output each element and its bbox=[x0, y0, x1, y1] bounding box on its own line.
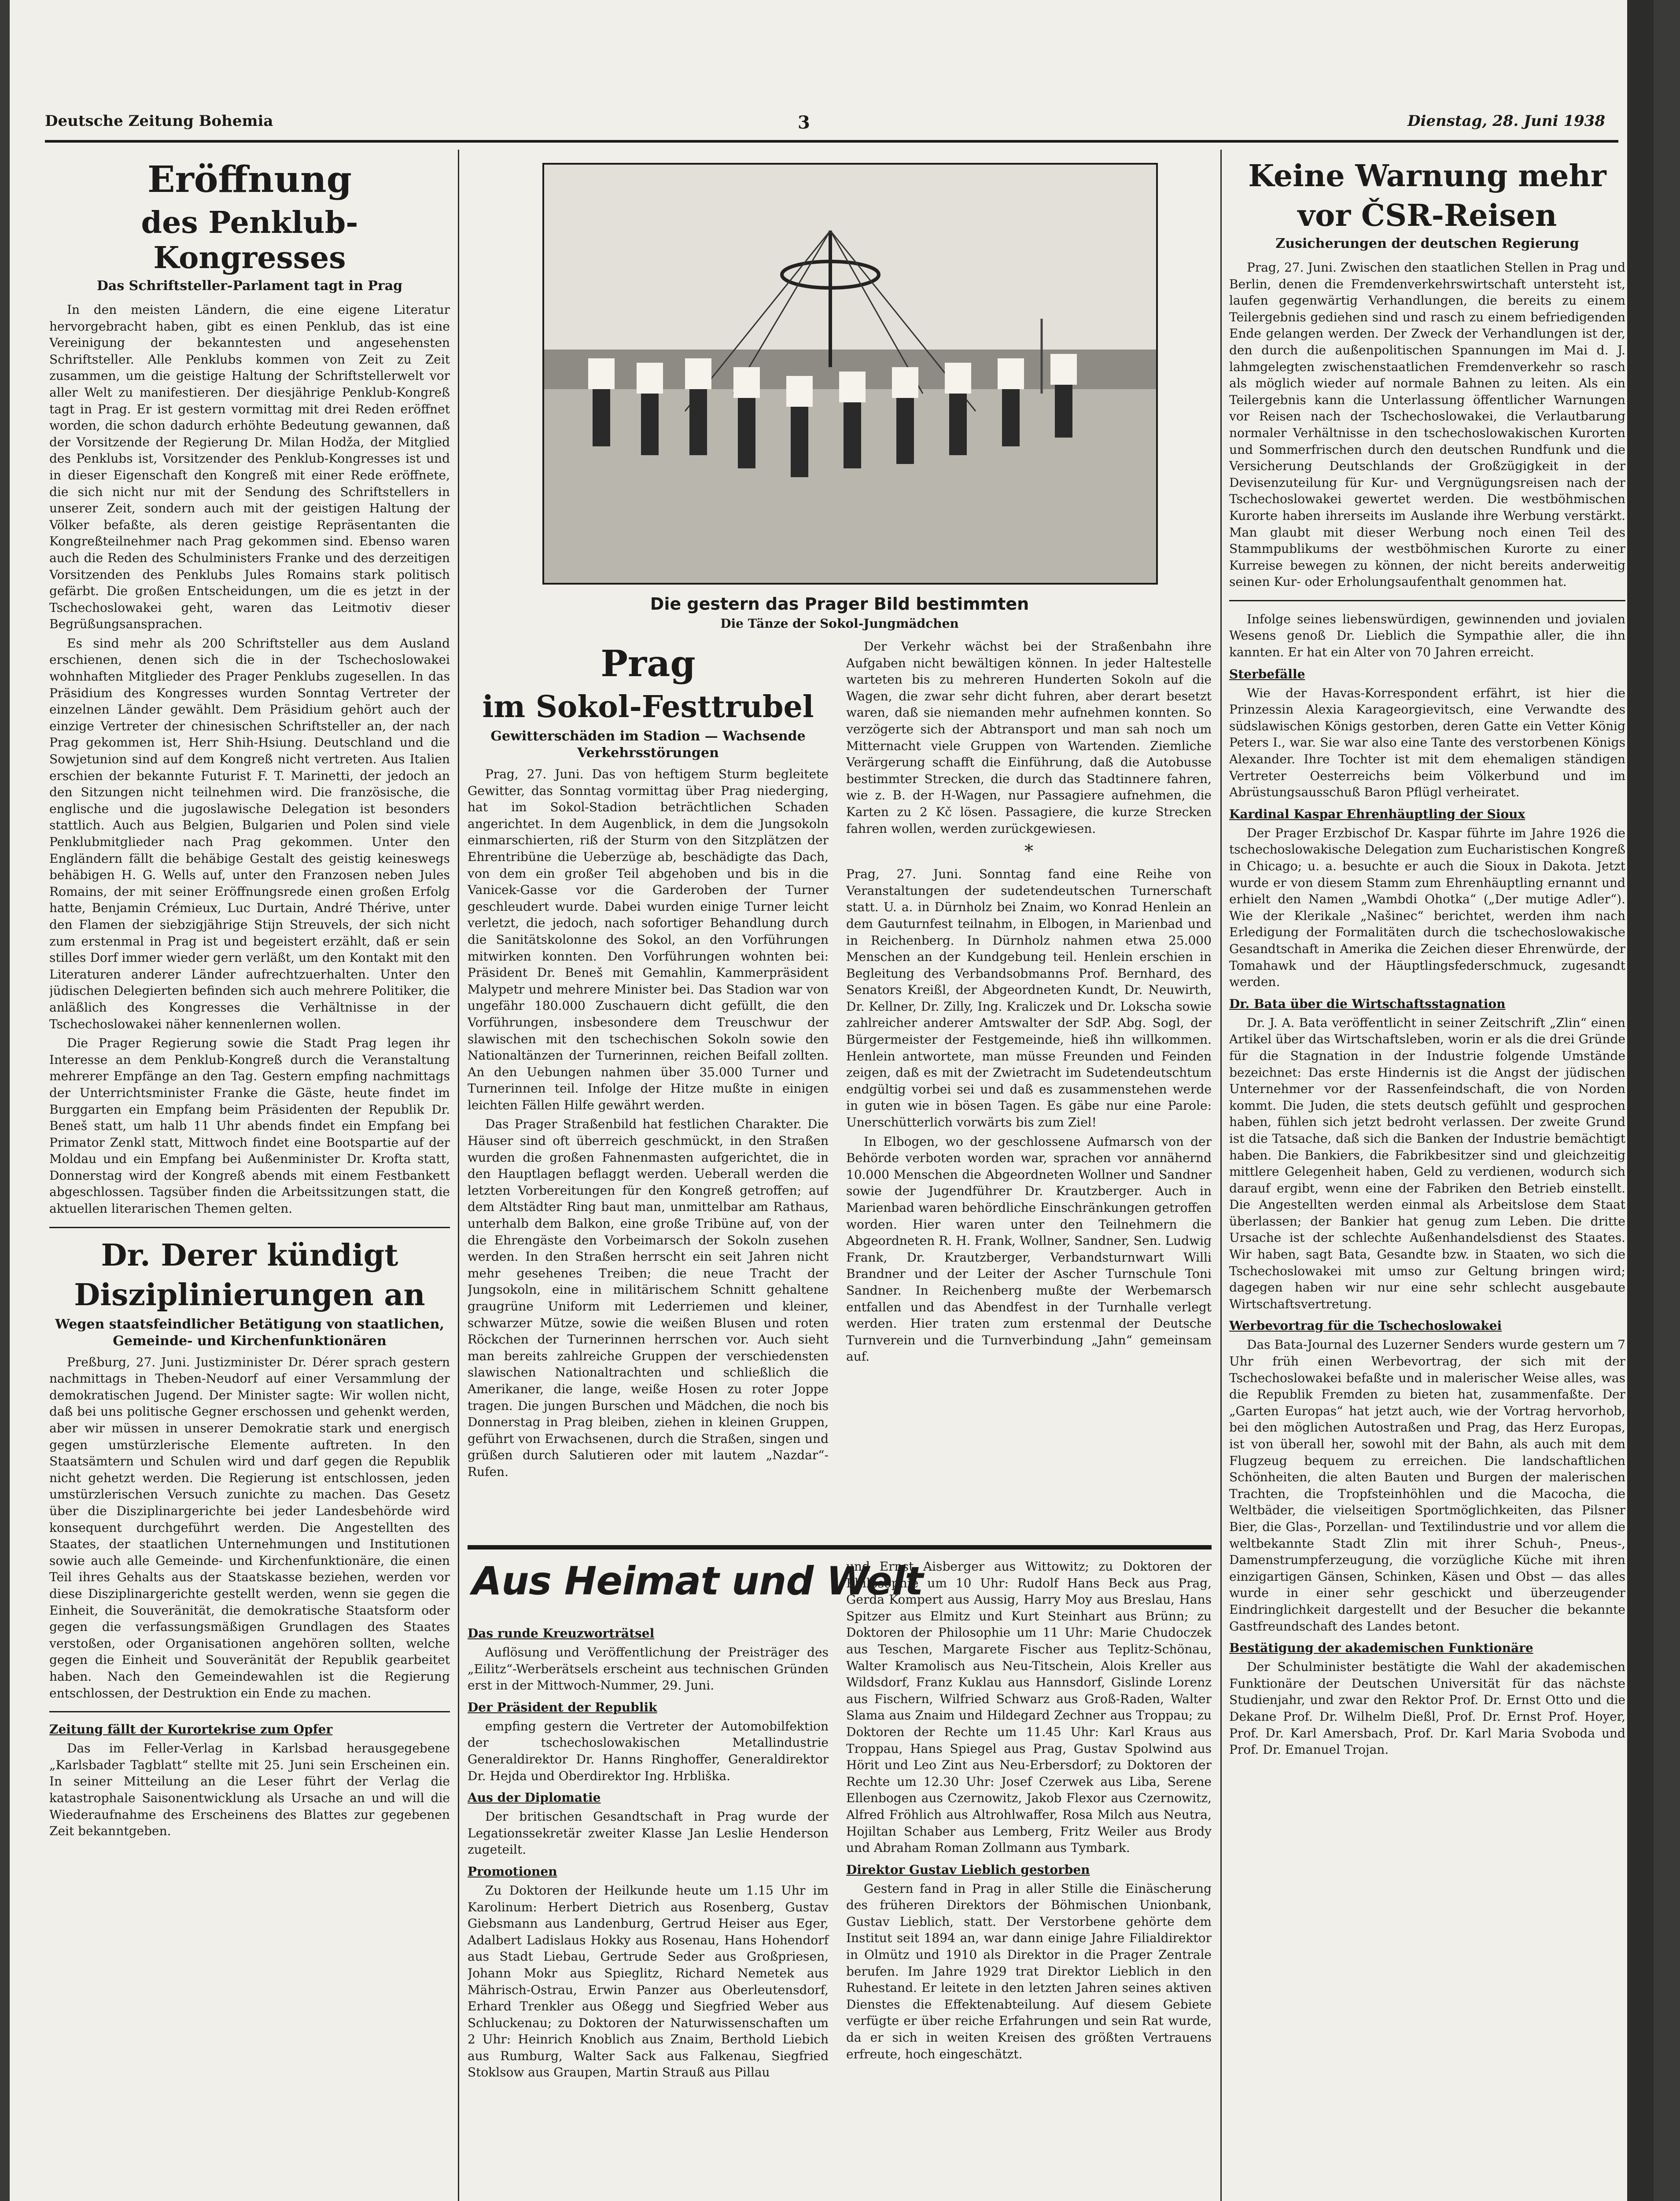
article-headline: Eröffnung bbox=[147, 158, 352, 201]
paragraph: Das Prager Straßenbild hat festlichen Charakter. Die Häuser sind oft überreich geschmückt, in den Straßen wurden die großen Fahnenmasten aufgerichtet, die in den Hauptlagen beflaggt werden. Ueberall werden die letzten Vorbereitungen für den Kongreß getroffen; auf dem Altstädter Ring baut man, unmittelbar am Rathaus, unterhalb dem Balkon, eine große Tribüne auf, von der die Ehrengäste den Vorbeimarsch der Sokoln zusehen werden. In den Straßen herrscht ein seit Jahren nicht mehr gesehenes Treiben; die neue Tracht der Jungsokoln, eine in militärischem Schnitt gehaltene graugrüne Uniform mit Lederriemen und kleiner, schwarzer Mütze, sowie die weißen Blusen und roten Röckchen der Turnerinnen herrschen vor. Auch sieht man bereits zahlreiche Gruppen der verschiedensten slawischen Nationaltrachten und schließlich die Amerikaner, die lange, weiße Hosen zu roter Joppe tragen. Die jungen Burschen und Mädchen, die noch bis Donnerstag in Prag bleiben, ziehen in kleinen Gruppen, geführt von Erwachsenen, durch die Straßen, singen und grüßen durch Salutieren oder mit lautem „Nazdar“-Rufen. bbox=[468, 1117, 829, 1479]
article-headline: Dr. Derer kündigt bbox=[101, 1237, 398, 1273]
paragraph: Dr. J. A. Bata veröffentlicht in seiner Zeitschrift „Zlin“ einen Artikel über das Wirtschaftsleben, worin er als die drei Gründe für die Stagnation in der Industrie folgende Umstände bezeichnet: Das erste Hindernis ist die Angst der jüdischen Unternehmer vor der Rassenfeindschaft, die von Norden kommt. Die Juden, die stets deutsch gefühlt und gesprochen haben, fühlen sich jetzt bedroht verlassen. Der zweite Grund ist die Tatsache, daß sich die Banken der Industrie bemächtigt haben. Die Bankiers, die Fabrikbesitzer sind und gleichzeitig mittlere Gelegenheit haben, Geld zu verdienen, wodurch sich darauf ergibt, wenn eine der Fabriken den Betrieb einstellt. Die Angestellten werden einmal als Arbeitslose dem Staat überlassen; der Bankier hat genug zum Leben. Die dritte Ursache ist der schlechte Außenhandelsdienst des Staates. Wir haben, sagt Bata, Gesandte bzw. in Staaten, wo sich die Tschechoslowakei mit umso zur Geltung bringen wird; dagegen haben wir nur eine sehr schlecht ausgebaute Wirtschaftsvertretung. bbox=[1229, 1015, 1625, 1311]
paragraph: und Ernst Aisberger aus Wittowitz; zu Doktoren der Philosophie um 10 Uhr: Rudolf Hans Beck aus Prag, Gerda Kompert aus Aussig, Harry Moy aus Breslau, Hans Spitzer aus Elmitz und Kurt Steinhart aus Brünn; zu Doktoren der Philosophie um 11 Uhr: Marie Chudoczek aus Teschen, Margarete Fischer aus Teplitz-Schönau, Walter Kramolisch aus Neu-Titschein, Alois Kreller aus Wildsdorf, Franz Kuklau aus Hannsdorf, Gislinde Lorenz aus Fischern, Wilfried Schwarz aus Groß-Raden, Walter Slama aus Znaim und Hildegard Zechner aus Troppau; zu Doktoren der Rechte um 11.45 Uhr: Karl Kraus aus Troppau, Hans Spiegel aus Prag, Gustav Spolwind aus Hörit und Leo Zint aus Neu-Erbersdorf; zu Doktoren der Rechte um 12.30 Uhr: Josef Czerwek aus Liba, Serene Ellenbogen aus Czernowitz, Jakob Flexor aus Czernowitz, Alfred Fröhlich aus Altrohlwaffer, Rosa Milch aus Neutra, Hojiltan Schaber aus Lemberg, Fritz Weiler aus Brody und Abraham Roman Zollmann aus Tymbark. bbox=[846, 1559, 1212, 1855]
section-heading: Zeitung fällt der Kurortekrise zum Opfer bbox=[49, 1722, 333, 1737]
paragraph: Prag, 27. Juni. Zwischen den staatlichen Stellen in Prag und Berlin, denen die Fremdenverkehrswirtschaft untersteht ist, laufen gegenwärtig Verhandlungen, die bereits zu einem Teilergebnis gediehen sind und rasch zu einem befriedigenden Ende gelangen werden. Der Zweck der Verhandlungen ist der, den durch die außenpolitischen Spannungen im Mai d. J. lahmgelegten zwischenstaatlichen Fremdenverkehr so rasch als möglich wieder auf normale Bahnen zu leiten. Als ein Teilergebnis kann die Unterlassung öffentlicher Warnungen vor Reisen nach der Tschechoslowakei, die Verlautbarung normaler Verhältnisse in den tschechoslowakischen Kurorten und Sommerfrischen durch den deutschen Rundfunk und die Versicherung Deutschlands der Großzügigkeit in der Devisenzuteilung für Kur- und Vergnügungsreisen nach der Tschechoslowakei gewertet werden. Die westböhmischen Kurorte haben ihrerseits im Auslande ihre Werbung verstärkt. Man glaubt mit dieser Werbung noch einen Teil des Stammpublikums der westböhmischen Kurorte zu einer Kurreise bewegen zu können, der nicht bereits anderweitig seinen Kur- oder Erholungsaufenthalt genommen hat. bbox=[1229, 260, 1625, 589]
paragraph: Gestern fand in Prag in aller Stille die Einäscherung des früheren Direktors der Böhmischen Unionbank, Gustav Lieblich, statt. Der Verstorbene gehörte dem Institut seit 1894 an, war dann einige Jahre Filialdirektor in Olmütz und 1910 als Direktor in die Prager Zentrale berufen. Im Jahre 1929 trat Direktor Lieblich in den Ruhestand. Er leitete in den letzten Jahren seines aktiven Dienstes die Effektenabteilung. Auf diesem Gebiete verfügte er über reiche Erfahrungen und sein Rat wurde, da er sich in weiten Kreisen des größten Vertrauens erfreute, hoch eingeschätzt. bbox=[846, 1881, 1212, 2061]
article-headline: des Penklub-Kongresses bbox=[141, 205, 358, 276]
paragraph: empfing gestern die Vertreter der Automobilfektion der tschechoslowakischen Metallindustrie Generaldirektor Dr. Hanns Ringhoffer, Generaldirektor Dr. Hejda und Oberdirektor Ing. Hrbliška. bbox=[468, 1719, 829, 1783]
issue-date: Dienstag, 28. Juni 1938 bbox=[1407, 112, 1605, 130]
paragraph: Der Schulminister bestätigte die Wahl der akademischen Funktionäre der Deutschen Universität für das nächste Studienjahr, und zwar den Rektor Prof. Dr. Ernst Otto und die Dekane Prof. Dr. Wilhelm Dießl, Prof. Dr. Ernst Prof. Hoyer, Prof. Dr. Karl Amersbach, Prof. Dr. Karl Maria Svoboda und Prof. Dr. Emanuel Trojan. bbox=[1229, 1660, 1625, 1757]
article-subtitle: Gewitterschäden im Stadion — Wachsende Verkehrsstörungen bbox=[490, 729, 806, 761]
paper-name: Deutsche Zeitung Bohemia bbox=[45, 112, 273, 130]
paragraph: In Elbogen, wo der geschlossene Aufmarsch von der Behörde verboten worden war, sprachen vor annähernd 10.000 Menschen die Abgeordneten Wollner und Sandner sowie der Jugendführer Dr. Krautzberger. Auch in Marienbad waren behördliche Einschränkungen getroffen worden. Hier waren unter den Teilnehmern die Abgeordneten R. H. Frank, Wollner, Sandner, Sen. Ludwig Frank, Dr. Krautzberger, Verbandsturnwart Willi Brandner und der Leiter der Ascher Turnschule Toni Sandner. In Reichenberg mußte der Werbemarsch entfallen und das Abendfest in der Turnhalle verlegt werden. Hier traten zum erstenmal der Deutsche Turnverein und die Turnverbindung „Jahn“ gemeinsam auf. bbox=[846, 1134, 1212, 1364]
paragraph: Der britischen Gesandtschaft in Prag wurde der Legationssekretär zweiter Klasse Jan Leslie Henderson zugeteilt. bbox=[468, 1809, 829, 1857]
heimat-left bbox=[468, 1620, 829, 2083]
photo-caption: Die gestern das Prager Bild bestimmten bbox=[650, 594, 1029, 614]
page-number: 3 bbox=[798, 112, 810, 133]
column-3 bbox=[1229, 154, 1625, 2201]
paragraph: Das Bata-Journal des Luzerner Senders wurde gestern um 7 Uhr früh einen Werbevortrag, der sich mit der Tschechoslowakei befaßte und in malerischer Weise alles, was die Republik Fremden zu bieten hat, zusammenfaßte. Der „Garten Europas“ hat jetzt auch, wie der Vortrag hervorhob, bei den möglichen Autostraßen und Prag, das Herz Europas, ist von überall her, sowohl mit der Bahn, als auch mit dem Flugzeug bequem zu erreichen. Die landschaftlichen Schönheiten, die alten Bauten und Burgen der malerischen Trachten, die Tropfsteinhöhlen und die Macocha, die Weltbäder, die vielseitigen Sportmöglichkeiten, das Pilsner Bier, die Glas-, Porzellan- und Textilindustrie und vor allem die weltbekannte Stadt Zlin mit ihrer Schuh-, Pneus-, Damenstrumpferzeugung, die vorzügliche Küche mit ihren einzigartigen Gänsen, Schinken, Käsen und Obst — das alles wurde in einer sehr geschickt und überzeugender Eindringlichkeit dargestellt und der Besucher die bekannte Gastfreundschaft des Landes betont. bbox=[1229, 1337, 1625, 1634]
paragraph: In den meisten Ländern, die eine eigene Literatur hervorgebracht haben, gibt es einen Penklub, das ist eine Vereinigung der bekanntesten und angesehensten Schriftsteller. Alle Penklubs kommen von Zeit zu Zeit zusammen, um die geistige Haltung der Schriftstellerwelt vor aller Welt zu manifestieren. Der diesjährige Penklub-Kongreß tagt in Prag. Er ist gestern vormittag mit drei Reden eröffnet worden, die schon dadurch erhöhte Bedeutung gewannen, daß der Vorsitzende der Regierung Dr. Milan Hodža, der Mitglied des Penklubs ist, Vorsitzender des Penklub-Kongresses ist und in dieser Eigenschaft den Kongreß mit einer Rede eröffnete, die sich nicht nur mit der Sendung des Schriftstellers in unserer Zeit, sondern auch mit der geistigen Haltung der Völker befaßte, als deren geistige Repräsentanten die Kongreßteilnehmer nach Prag gekommen sind. Ebenso waren auch die Reden des Schulministers Franke und des derzeitigen Vorsitzenden des Penklubs Jules Romains stark politisch gefärbt. Die großen Entscheidungen, um die es jetzt in der Tschechoslowakei geht, waren das Leitmotiv dieser Begrüßungsansprachen. bbox=[49, 302, 450, 632]
article-sokol-cont bbox=[846, 638, 1212, 1368]
article-headline: Keine Warnung mehr bbox=[1248, 158, 1606, 194]
paragraph: Prag, 27. Juni. Das von heftigem Sturm begleitete Gewitter, das Sonntag vormittag über Prag niederging, hat im Sokol-Stadion beträchtlichen Schaden angerichtet. In dem Augenblick, in dem die Jungsokoln einmarschierten, riß der Sturm von den Sitzplätzen der Ehrentribüne die Ueberzüge ab, beschädigte das Dach, von dem ein großer Teil abgehoben und bis in die Vanicek-Gasse vor die Garderoben der Turner geschleudert wurde. Dabei wurden einige Turner leicht verletzt, die jedoch, nach sofortiger Behandlung durch die Sanitätskolonne des Sokol, an den Vorführungen mitwirken konnten. Den Vorführungen wohnten bei: Präsident Dr. Beneš mit Gemahlin, Kammerpräsident Malypetr und mehrere Minister bei. Das Stadion war von ungefähr 180.000 Zuschauern dicht gefüllt, die den Vorführungen, insbesondere dem Treuschwur der slawischen mit den tschechischen Sokoln sowie den Nationaltänzen der Turnerinnen, reichen Beifall zollten. An den Uebungen nahmen über 35.000 Turner und Turnerinnen teil. Infolge der Hitze mußte in einigen leichten Fällen Hilfe gewährt werden. bbox=[468, 767, 829, 1112]
heimat-right bbox=[846, 1558, 1212, 2065]
article-divider bbox=[49, 1227, 450, 1228]
article-headline: im Sokol-Festtrubel bbox=[482, 689, 814, 725]
paragraph: Die Prager Regierung sowie die Stadt Prag legen ihr Interesse an dem Penklub-Kongreß durch die Veranstaltung mehrerer Empfänge an den Tag. Gestern empfing nachmittags der Unterrichtsminister Franke die Gäste, heute findet im Burggarten ein Empfang beim Präsidenten der Republik Dr. Beneš statt, um halb 11 Uhr abends findet ein Empfang bei Primator Zenkl statt, Mittwoch findet eine Bootspartie auf der Moldau und ein Empfang bei Außenminister Dr. Krofta statt, Donnerstag wird der Kongreß abends mit einem Festbankett abgeschlossen. Tagsüber finden die Arbeitssitzungen statt, die aktuellen literarischen Themen gelten. bbox=[49, 1036, 450, 1216]
paragraph: Prag, 27. Juni. Sonntag fand eine Reihe von Veranstaltungen der sudetendeutschen Turnerschaft statt. U. a. in Dürnholz bei Znaim, wo Konrad Henlein an dem Gauturnfest teilnahm, in Elbogen, in Marienbad und in Reichenberg. In Dürnholz nahmen etwa 25.000 Menschen an der Kundgebung teil. Henlein erschien in Begleitung des Verbandsobmanns Prof. Bernhard, des Senators Kreißl, der Abgeordneten Kundt, Dr. Neuwirth, Dr. Kellner, Dr. Zilly, Ing. Kraliczek und Dr. Lokscha sowie zahlreicher anderer Amtswalter der SdP. Abg. Sogl, der Bürgermeister der Festgemeinde, hieß ihn willkommen. Henlein antwortete, man müsse Freunden und Feinden zeigen, daß es mit der Zwietracht im Sudetendeutschtum endgültig vorbei sei und daß es zusammenstehen werde in guten wie in bösen Tagen. Es gäbe nur eine Parole: Unerschütterlich vorwärts bis zum Ziel! bbox=[846, 867, 1212, 1130]
paragraph: Auflösung und Veröffentlichung der Preisträger des „Eilitz“-Werberätsels erscheint aus technischen Gründen erst in der Mittwoch-Nummer, 29. Juni. bbox=[468, 1645, 829, 1693]
article-sokol bbox=[468, 638, 829, 1483]
paragraph: Der Prager Erzbischof Dr. Kaspar führte im Jahre 1926 die tschechoslowakische Delegation zum Eucharistischen Kongreß in Chicago; u. a. besuchte er auch die Sioux in Dakota. Jetzt wurde er von diesem Stamm zum Ehrenhäuptling ernannt und erhielt den Namen „Wambdi Ohotka“ („Der mutige Adler“). Wie der Klerikale „Našinec“ berichtet, werden ihm nach Erledigung der Formalitäten durch die tschechoslowakische Gesandtschaft in Amerika die Zeichen dieser Ehrenwürde, der Tomahawk und der Häuptlingsfederschmuck, zugesandt werden. bbox=[1229, 825, 1625, 990]
section-title: Aus Heimat und Welt bbox=[472, 1558, 923, 1604]
section-heading: Dr. Bata über die Wirtschaftsstagnation bbox=[1229, 996, 1506, 1011]
article-headline: vor ČSR-Reisen bbox=[1297, 198, 1557, 233]
newspaper-page bbox=[10, 0, 1654, 2201]
article-headline: Disziplinierungen an bbox=[74, 1277, 425, 1313]
photo-illustration bbox=[544, 165, 1156, 583]
article-subtitle: Wegen staatsfeindlicher Betätigung von staatlichen, Gemeinde- und Kirchenfunktionären bbox=[55, 1316, 444, 1349]
paragraph: Infolge seines liebenswürdigen, gewinnenden und jovialen Wesens genoß Dr. Lieblich die Sympathie aller, die ihn kannten. Er hat ein Alter von 70 Jahren erreicht. bbox=[1229, 611, 1625, 660]
article-subtitle: Zusicherungen der deutschen Regierung bbox=[1275, 236, 1579, 251]
section-heading: Direktor Gustav Lieblich gestorben bbox=[846, 1862, 1090, 1877]
paragraph: Das im Feller-Verlag in Karlsbad herausgegebene „Karlsbader Tagblatt“ stellte mit 25. Juni sein Erscheinen ein. In seiner Mitteilung an die Leser führt der Verlag die katastrophale Saisonentwicklung als Ursache an und will die Wiederaufnahme des Erscheinens des Blattes zur gegebenen Zeit bekanntgeben. bbox=[49, 1741, 450, 1839]
photo-subcaption: Die Tänze der Sokol-Jungmädchen bbox=[720, 616, 959, 631]
scan-edge bbox=[1627, 0, 1654, 2201]
column-divider bbox=[1220, 150, 1222, 2201]
article-divider bbox=[49, 1711, 450, 1712]
sokol-photo bbox=[542, 163, 1158, 585]
paragraph: Preßburg, 27. Juni. Justizminister Dr. Dérer sprach gestern nachmittags in Theben-Neudorf auf einer Versammlung der demokratischen Jugend. Der Minister sagte: Wir wollen nicht, daß bei uns politische Gegner erschossen und gehenkt werden, aber wir müssen in unserer Demokratie stark und energisch gegen umstürzlerische Elemente auftreten. In den Staatsämtern und Schulen wird und darf gegen die Republik nicht gehetzt werden. Die Regierung ist entschlossen, jeden umstürzlerischen Versuch zunichte zu machen. Das Gesetz über die Disziplinargerichte bei jeder Landesbehörde wird konsequent durchgeführt werden. Die Angestellten des Staates, der staatlichen Unternehmungen und Institutionen sowie auch alle Gemeinde- und Kirchenfunktionäre, die einen Teil ihres Gehalts aus der Staatskasse beziehen, werden vor diese Disziplinargerichte gestellt werden, wenn sie gegen die Einheit, die Souveränität, die demokratische Staatsform oder gegen die verfassungsmäßigen Grundlagen des Staates verstoßen, oder Organisationen angehören sollten, welche gegen die Einheit und Souveränität der Republik gearbeitet haben. Nach den Gemeindewahlen ist die Regierung entschlossen, der Destruktion ein Ende zu machen. bbox=[49, 1354, 450, 1700]
section-heading: Aus der Diplomatie bbox=[468, 1790, 601, 1805]
article-divider bbox=[1229, 600, 1625, 601]
column-1 bbox=[49, 154, 450, 2201]
section-heading: Promotionen bbox=[468, 1864, 557, 1879]
section-heading: Das runde Kreuzworträtsel bbox=[468, 1626, 655, 1641]
section-heading: Sterbefälle bbox=[1229, 666, 1305, 681]
section-heading: Bestätigung der akademischen Funktionäre bbox=[1229, 1641, 1533, 1656]
paragraph: Der Verkehr wächst bei der Straßenbahn ihre Aufgaben nicht bewältigen können. In jeder Haltestelle warteten bis zu mehreren Hunderten Sokoln auf die Wagen, die zwar sehr dicht fuhren, aber derart besetzt waren, daß sie niemanden mehr aufnehmen konnten. So verzögerte sich der Abtransport und man sah noch um Mitternacht viele Gruppen von Wartenden. Ziemliche Verärgerung schafft die Einführung, daß die Autobusse bestimmter Strecken, die durch das Stadtinnere fahren, wie z. B. der H-Wagen, nur Passagiere aufnehmen, die Karten zu 2 Kč lösen. Passagiere, die kurze Strecken fahren wollen, werden zurückgewiesen. bbox=[846, 639, 1212, 836]
header-rule bbox=[45, 140, 1618, 143]
column-2 bbox=[468, 154, 1212, 2201]
section-heading: Werbevortrag für die Tschechoslowakei bbox=[1229, 1318, 1502, 1333]
article-subtitle: Das Schriftsteller-Parlament tagt in Prag bbox=[96, 278, 403, 294]
separator-star: * bbox=[1024, 841, 1033, 862]
paragraph: Es sind mehr als 200 Schriftsteller aus dem Ausland erschienen, denen sich die in der Tschechoslowakei wohnhaften Mitglieder des Prager Penklubs zugesellen. In das Präsidium des Kongresses wurden Sonntag Vertreter der einzelnen Länder gewählt. Dem Präsidium gehört auch der einzige Vertreter der chinesischen Schriftsteller an, der nach Prag gekommen ist, Herr Shih-Hsiung. Deutschland und die Sowjetunion sind auf dem Kongreß nicht vertreten. Aus Italien erschien der bekannte Futurist F. T. Marinetti, der jedoch an den Sitzungen nicht teilnehmen wird. Die französische, die englische und die jugoslawische Delegation ist besonders stattlich. Auch aus Belgien, Bulgarien und Polen sind viele Penklubmitglieder nach Prag gekommen. Unter den Engländern fällt die behäbige Gestalt des geistig keineswegs behäbigen H. G. Wells auf, unter den Franzosen neben Jules Romains, der mit seiner Eröffnungsrede einen großen Erfolg hatte, Benjamin Crémieux, Luc Durtain, André Thérive, unter den Flamen der siebzigjährige Stijn Streuvels, der sich nicht zum erstenmal in Prag ist und begeistert erzählt, daß er sein stilles Dorf immer wieder gern verläßt, um den Kontakt mit den Literaturen anderer Länder aufrechtzuerhalten. Unter den jüdischen Delegierten befinden sich auch mehrere Politiker, die anläßlich des Kongresses die Verhältnisse in der Tschechoslowakei näher kennenlernen wollen. bbox=[49, 636, 450, 1031]
paragraph: Zu Doktoren der Heilkunde heute um 1.15 Uhr im Karolinum: Herbert Dietrich aus Rosenberg, Gustav Giebsmann aus Landenburg, Gertrud Heiser aus Eger, Adalbert Ladislaus Hokky aus Rosenau, Hans Hohendorf aus Stadt Liebau, Gertrude Seder aus Großpriesen, Johann Mokr aus Spieglitz, Richard Nemetek aus Mährisch-Ostrau, Erwin Panzer aus Oberleutensdorf, Erhard Trenkler aus Oßegg und Siegfried Weber aus Schluckenau; zu Doktoren der Naturwissenschaften um 2 Uhr: Heinrich Knoblich aus Znaim, Berthold Liebich aus Rumburg, Walter Sack aus Falkenau, Siegfried Stoklsow aus Graupen, Martin Strauß aus Pillau bbox=[468, 1883, 829, 2080]
section-heading: Kardinal Kaspar Ehrenhäuptling der Sioux bbox=[1229, 806, 1525, 821]
article-headline: Prag bbox=[601, 643, 696, 685]
paragraph: Wie der Havas-Korrespondent erfährt, ist hier die Prinzessin Alexia Karageorgievitsch, eine Verwandte des südslawischen Königs gestorben, deren Gatte ein Vetter König Peters I., war. Sie war also eine Tante des verstorbenen Königs Alexander. Ihre Tochter ist mit dem ehemaligen ständigen Vertreter Oesterreichs beim Völkerbund und im Abrüstungsausschuß Baron Pflügl verheiratet. bbox=[1229, 685, 1625, 800]
section-bar bbox=[468, 1545, 1212, 1550]
column-divider bbox=[458, 150, 459, 2201]
section-heading: Der Präsident der Republik bbox=[468, 1700, 657, 1715]
